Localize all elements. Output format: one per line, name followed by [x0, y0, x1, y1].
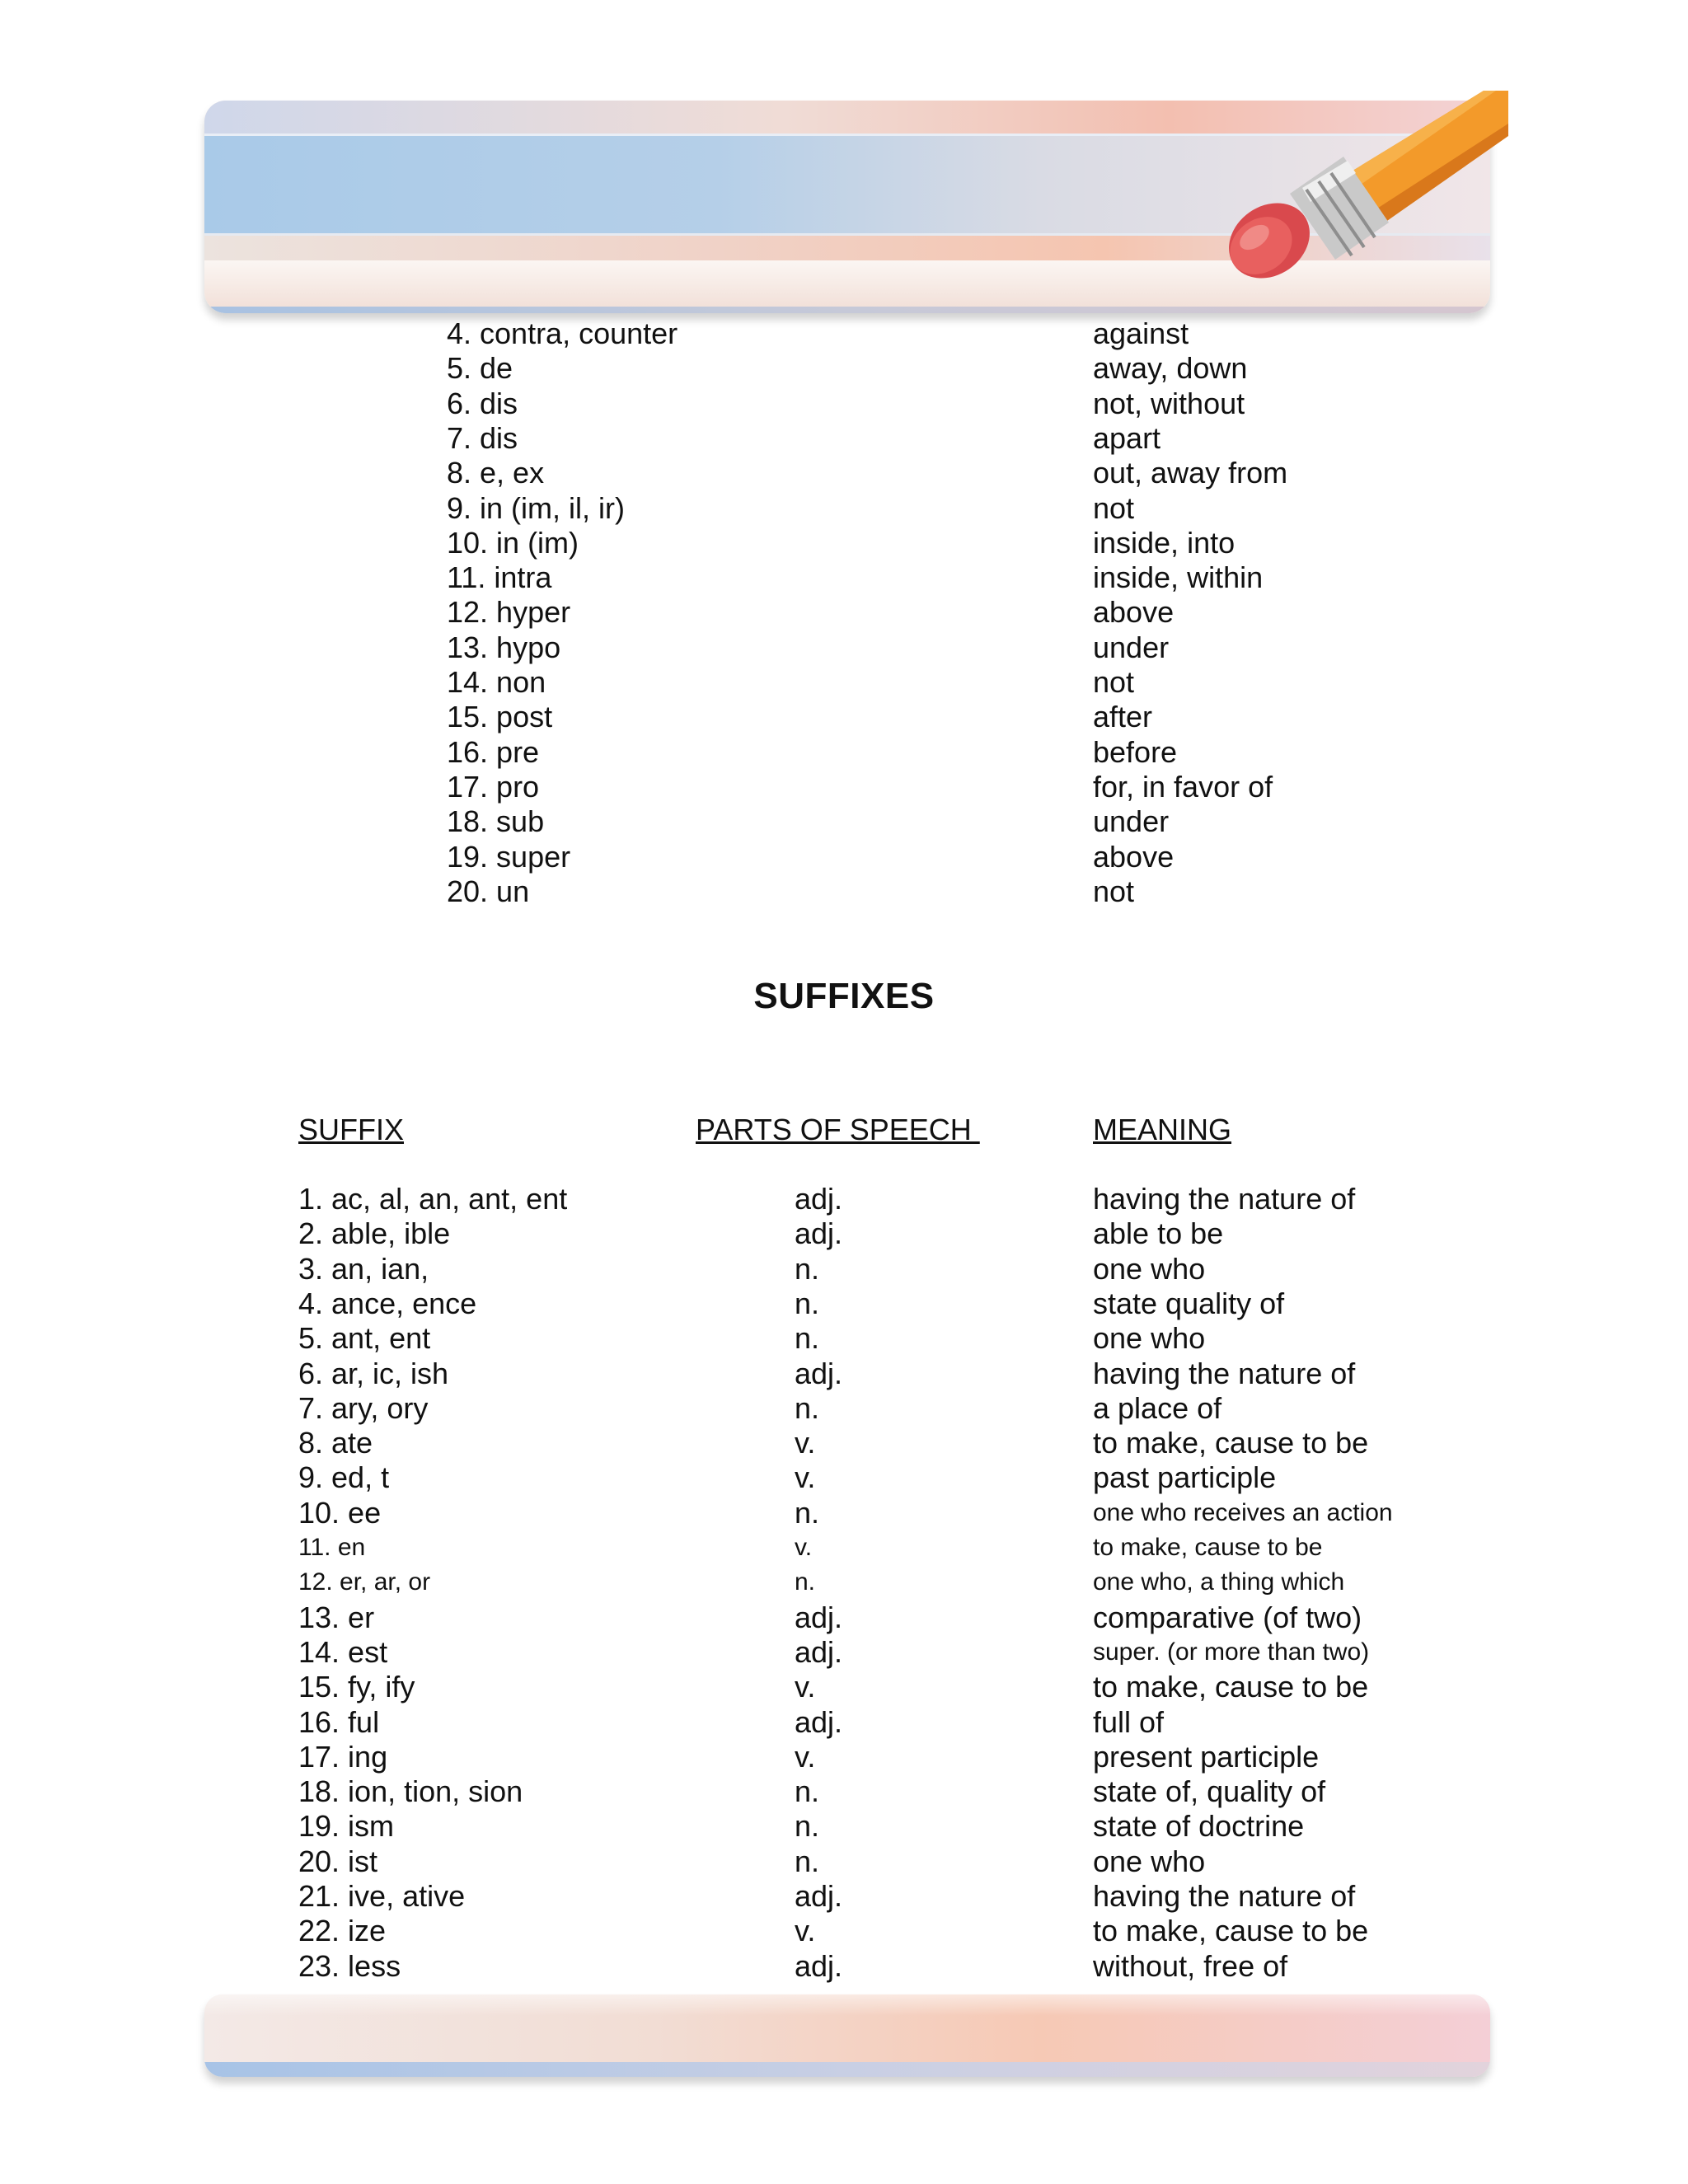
prefix-term: 12. hyper [447, 595, 571, 630]
suffix-meaning: to make, cause to be [1093, 1534, 1323, 1561]
suffix-part-of-speech: n. [795, 1286, 820, 1320]
suffix-term: 11. en [298, 1534, 366, 1561]
footer-banner-edge [204, 2062, 1490, 2077]
prefix-meaning: inside, into [1093, 525, 1236, 560]
pencil-icon [1212, 91, 1508, 305]
prefix-meaning: under [1093, 804, 1170, 839]
prefix-term: 10. in (im) [447, 525, 579, 560]
suffix-meaning: state of, quality of [1093, 1774, 1326, 1809]
prefix-term: 20. un [447, 874, 530, 908]
suffix-term: 5. ant, ent [298, 1321, 431, 1356]
banner-edge [204, 307, 1490, 313]
suffix-meaning: having the nature of [1093, 1182, 1356, 1216]
suffix-part-of-speech: adj. [795, 1182, 843, 1216]
suffix-part-of-speech: v. [795, 1534, 813, 1561]
suffix-term: 8. ate [298, 1426, 373, 1460]
suffix-part-of-speech: n. [795, 1568, 816, 1596]
prefix-term: 15. post [447, 700, 553, 734]
prefix-meaning: against [1093, 316, 1189, 350]
suffix-part-of-speech: n. [795, 1321, 820, 1356]
suffix-part-of-speech: adj. [795, 1356, 843, 1390]
prefix-term: 14. non [447, 665, 546, 699]
prefix-meaning: inside, within [1093, 560, 1264, 595]
suffix-meaning: able to be [1093, 1216, 1224, 1251]
suffix-term: 3. an, ian, [298, 1251, 429, 1286]
prefix-meaning: out, away from [1093, 456, 1288, 490]
prefix-meaning: above [1093, 839, 1175, 874]
suffix-term: 13. er [298, 1600, 375, 1634]
suffix-term: 4. ance, ence [298, 1286, 477, 1320]
suffix-part-of-speech: n. [795, 1809, 820, 1844]
prefix-meaning: not, without [1093, 386, 1245, 420]
prefix-meaning: under [1093, 630, 1170, 664]
suffixes-title: SUFFIXES [753, 976, 935, 1016]
suffix-meaning: super. (or more than two) [1093, 1638, 1370, 1666]
suffix-term: 23. less [298, 1948, 401, 1983]
suffix-meaning: one who, a thing which [1093, 1568, 1345, 1596]
suffix-term: 15. fy, ify [298, 1670, 415, 1704]
suffix-part-of-speech: adj. [795, 1216, 843, 1251]
suffix-meaning: without, free of [1093, 1948, 1288, 1983]
suffix-meaning: one who [1093, 1251, 1206, 1286]
suffix-part-of-speech: v. [795, 1914, 816, 1948]
suffix-part-of-speech: adj. [795, 1704, 843, 1739]
suffix-meaning: present participle [1093, 1739, 1320, 1774]
prefix-term: 8. e, ex [447, 456, 545, 490]
suffix-meaning: to make, cause to be [1093, 1914, 1369, 1948]
suffix-meaning: past participle [1093, 1460, 1277, 1495]
suffix-meaning: comparative (of two) [1093, 1600, 1362, 1634]
suffix-term: 22. ize [298, 1914, 387, 1948]
prefix-meaning: after [1093, 700, 1153, 734]
suffix-term: 16. ful [298, 1704, 380, 1739]
prefix-meaning: before [1093, 734, 1178, 769]
suffix-term: 9. ed, t [298, 1460, 390, 1495]
suffix-part-of-speech: n. [795, 1390, 820, 1425]
suffix-part-of-speech: adj. [795, 1600, 843, 1634]
footer-banner-shine [204, 1994, 1490, 2016]
prefix-term: 16. pre [447, 734, 540, 769]
prefix-meaning: above [1093, 595, 1175, 630]
suffix-term: 12. er, ar, or [298, 1568, 431, 1596]
suffix-meaning: a place of [1093, 1390, 1222, 1425]
suffix-part-of-speech: n. [795, 1495, 820, 1530]
prefix-meaning: not [1093, 665, 1135, 699]
suffix-meaning: having the nature of [1093, 1356, 1356, 1390]
prefix-term: 17. pro [447, 769, 540, 804]
suffix-term: 18. ion, tion, sion [298, 1774, 523, 1809]
prefix-term: 4. contra, counter [447, 316, 678, 350]
suffix-term: 1. ac, al, an, ant, ent [298, 1182, 568, 1216]
suffix-term: 17. ing [298, 1739, 388, 1774]
meaning-column-header: MEANING [1093, 1113, 1232, 1146]
suffix-term: 7. ary, ory [298, 1390, 429, 1425]
suffix-column-header: SUFFIX [298, 1113, 405, 1146]
suffix-meaning: full of [1093, 1704, 1165, 1739]
suffix-term: 2. able, ible [298, 1216, 451, 1251]
suffix-part-of-speech: adj. [795, 1879, 843, 1913]
suffix-part-of-speech: n. [795, 1774, 820, 1809]
suffix-term: 20. ist [298, 1844, 378, 1878]
suffix-term: 14. est [298, 1634, 388, 1669]
suffix-meaning: to make, cause to be [1093, 1426, 1369, 1460]
prefix-term: 7. dis [447, 420, 518, 455]
prefix-meaning: for, in favor of [1093, 769, 1273, 804]
suffix-term: 6. ar, ic, ish [298, 1356, 449, 1390]
suffix-term: 10. ee [298, 1495, 382, 1530]
suffix-part-of-speech: v. [795, 1426, 816, 1460]
suffix-meaning: one who receives an action [1093, 1498, 1393, 1526]
prefix-term: 11. intra [447, 560, 552, 595]
footer-banner [204, 1994, 1490, 2077]
prefix-meaning: apart [1093, 420, 1161, 455]
suffix-part-of-speech: n. [795, 1844, 820, 1878]
suffix-meaning: having the nature of [1093, 1879, 1356, 1913]
suffix-meaning: one who [1093, 1844, 1206, 1878]
prefix-term: 13. hypo [447, 630, 561, 664]
prefix-term: 19. super [447, 839, 571, 874]
suffix-meaning: one who [1093, 1321, 1206, 1356]
prefix-term: 18. sub [447, 804, 545, 839]
suffix-meaning: to make, cause to be [1093, 1670, 1369, 1704]
parts-of-speech-column-header: PARTS OF SPEECH [696, 1113, 980, 1146]
suffix-meaning: state of doctrine [1093, 1809, 1305, 1844]
suffix-part-of-speech: adj. [795, 1948, 843, 1983]
suffix-part-of-speech: v. [795, 1670, 816, 1704]
prefix-term: 6. dis [447, 386, 518, 420]
suffix-part-of-speech: n. [795, 1251, 820, 1286]
prefix-term: 9. in (im, il, ir) [447, 490, 625, 525]
suffix-term: 19. ism [298, 1809, 395, 1844]
prefix-term: 5. de [447, 351, 513, 386]
prefix-meaning: not [1093, 874, 1135, 908]
prefix-meaning: away, down [1093, 351, 1248, 386]
suffix-part-of-speech: v. [795, 1460, 816, 1495]
prefix-meaning: not [1093, 490, 1135, 525]
suffix-term: 21. ive, ative [298, 1879, 466, 1913]
suffix-meaning: state quality of [1093, 1286, 1285, 1320]
suffix-part-of-speech: v. [795, 1739, 816, 1774]
suffix-part-of-speech: adj. [795, 1634, 843, 1669]
